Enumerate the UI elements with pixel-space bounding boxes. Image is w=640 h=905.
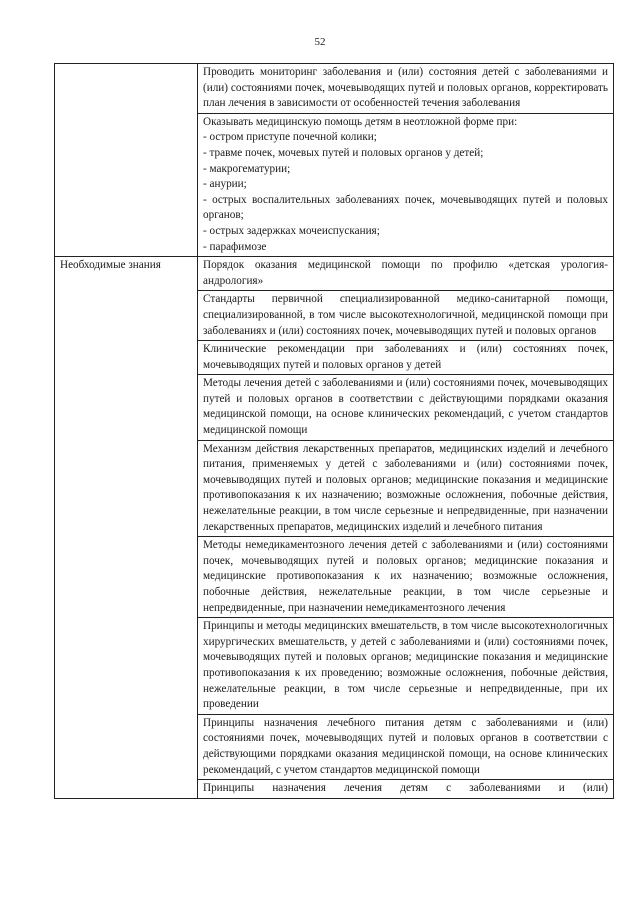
list-item: - острых воспалительных заболеваниях почек, мочевыводящих путей и половых органов;: [203, 193, 608, 222]
table-row: [55, 64, 614, 114]
list-item: - остром приступе почечной колики;: [203, 131, 377, 144]
list-item: - анурии;: [203, 178, 247, 191]
list-item: - макрогематурии;: [203, 162, 291, 175]
content-cell: Принципы и методы медицинских вмешательств, в том числе высокотехнологичных хирургических вмешательств, у детей с заболеваниями и (или) состояниями почек, мочевыводящих путей и половых органов; медицинские показания и медицинские противопоказания к их проведению; возможные осложнения, побочные действия, нежелательные реакции, в том числе серьезные и непредвиденные, при их проведении: [198, 618, 614, 715]
content-cell: Проводить мониторинг заболевания и (или) состояния детей с заболеваниями и (или) состояниями почек, мочевыводящих путей и половых органов, корректировать план лечения в зависимости от особенностей течения заболевания: [198, 64, 614, 114]
page-number: 52: [314, 36, 326, 48]
content-cell-continued: Принципы назначения лечения детям с заболеваниями и (или): [198, 780, 614, 799]
content-cell: Механизм действия лекарственных препаратов, медицинских изделий и лечебного питания, применяемых у детей с заболеваниями и (или) состояниями почек, мочевыводящих путей и половых органов; медицинские показания и медицинские противопоказания к их назначению; возможные осложнения, побочные действия, нежелательные реакции, в том числе серьезные и непредвиденные, при назначении лекарственных препаратов, медицинских изделий и лечебного питания: [198, 440, 614, 537]
content-cell-emergency: [198, 113, 614, 256]
label-cell-empty: [55, 64, 198, 257]
section-label: Необходимые знания: [55, 257, 198, 799]
content-cell: Методы немедикаментозного лечения детей с заболеваниями и (или) состояниями почек, мочевыводящих путей и половых органов; медицинские показания и медицинские противопоказания к их назначению; возможные осложнения, побочные действия, нежелательные реакции, в том числе серьезные и непредвиденные, при назначении немедикаментозного лечения: [198, 537, 614, 618]
list-item: - парафимозе: [203, 240, 267, 253]
list-item: - острых задержках мочеиспускания;: [203, 224, 380, 237]
content-cell: Клинические рекомендации при заболеваниях и (или) состояниях почек, мочевыводящих путей и половых органов у детей: [198, 341, 614, 375]
content-cell: Стандарты первичной специализированной медико-санитарной помощи, специализированной, в том числе высокотехнологичной, медицинской помощи при заболеваниях и (или) состояниях почек, мочевыводящих путей и половых органов: [198, 291, 614, 341]
content-cell: Принципы назначения лечебного питания детям с заболеваниями и (или) состояниями почек, мочевыводящих путей и половых органов в соответствии с действующими порядками оказания медицинской помощи, на основе клинических рекомендаций, с учетом стандартов медицинской помощи: [198, 714, 614, 779]
content-cell: Методы лечения детей с заболеваниями и (или) состояниями почек, мочевыводящих путей и половых органов в соответствии с действующими порядками оказания медицинской помощи, на основе клинических рекомендаций, с учетом стандартов медицинской помощи: [198, 375, 614, 440]
content-cell: Порядок оказания медицинской помощи по профилю «детская урология-андрология»: [198, 257, 614, 291]
table-row: [55, 257, 614, 291]
emergency-intro: Оказывать медицинскую помощь детям в неотложной форме при:: [203, 115, 518, 128]
list-item: - травме почек, мочевых путей и половых органов у детей;: [203, 146, 484, 159]
requirements-table: [54, 63, 614, 799]
